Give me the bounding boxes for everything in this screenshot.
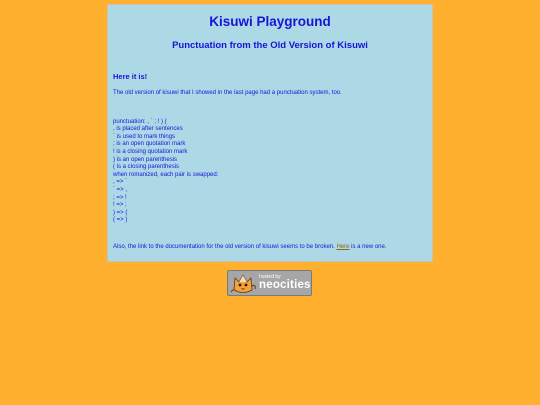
content-panel — [107, 4, 433, 262]
neocities-cat-icon — [228, 270, 258, 296]
punctuation-line: , => ` — [113, 179, 128, 186]
footer-text-before: Also, the link to the documentation for the old version of kisuwi seems to be broken. — [113, 243, 337, 250]
punctuation-line: ` is used to mark things — [113, 133, 176, 140]
punctuation-line: ) => ( — [113, 209, 128, 216]
page-subtitle: Punctuation from the Old Version of Kisuwi — [172, 40, 368, 51]
hosted-by-neocities-badge[interactable] — [227, 270, 312, 296]
footer-text-after: is a new one. — [349, 243, 387, 250]
punctuation-list — [113, 119, 427, 225]
punctuation-line: ( => ) — [113, 217, 128, 224]
section-heading: Here it is! — [113, 72, 148, 81]
punctuation-line: ! => ; — [113, 202, 127, 209]
punctuation-line: ; is an open quotation mark — [113, 141, 186, 148]
intro-text: The old version of kisuwi that I showed in the last page had a punctuation system, too. — [113, 90, 342, 96]
punctuation-line: ` => , — [113, 186, 128, 193]
badge-hosted-by: hosted by — [259, 273, 281, 280]
new-docs-link[interactable]: Here — [336, 243, 350, 250]
page-title: Kisuwi Playground — [209, 14, 331, 29]
badge-neocities: neocities — [259, 278, 311, 291]
punctuation-line: ) is an open parenthesis — [113, 156, 178, 163]
punctuation-line: ; => ! — [113, 194, 127, 201]
punctuation-line: punctuation: , ` ; ! ) ( — [113, 118, 167, 125]
punctuation-line: , is placed after sentences — [113, 126, 183, 133]
punctuation-line: when romanized, each pair is swapped: — [113, 171, 219, 178]
footer-text — [113, 244, 427, 252]
badge-text — [259, 275, 311, 292]
punctuation-line: ( is a closing parenthesis — [113, 164, 180, 171]
punctuation-line: ! is a closing quotation mark — [113, 148, 188, 155]
